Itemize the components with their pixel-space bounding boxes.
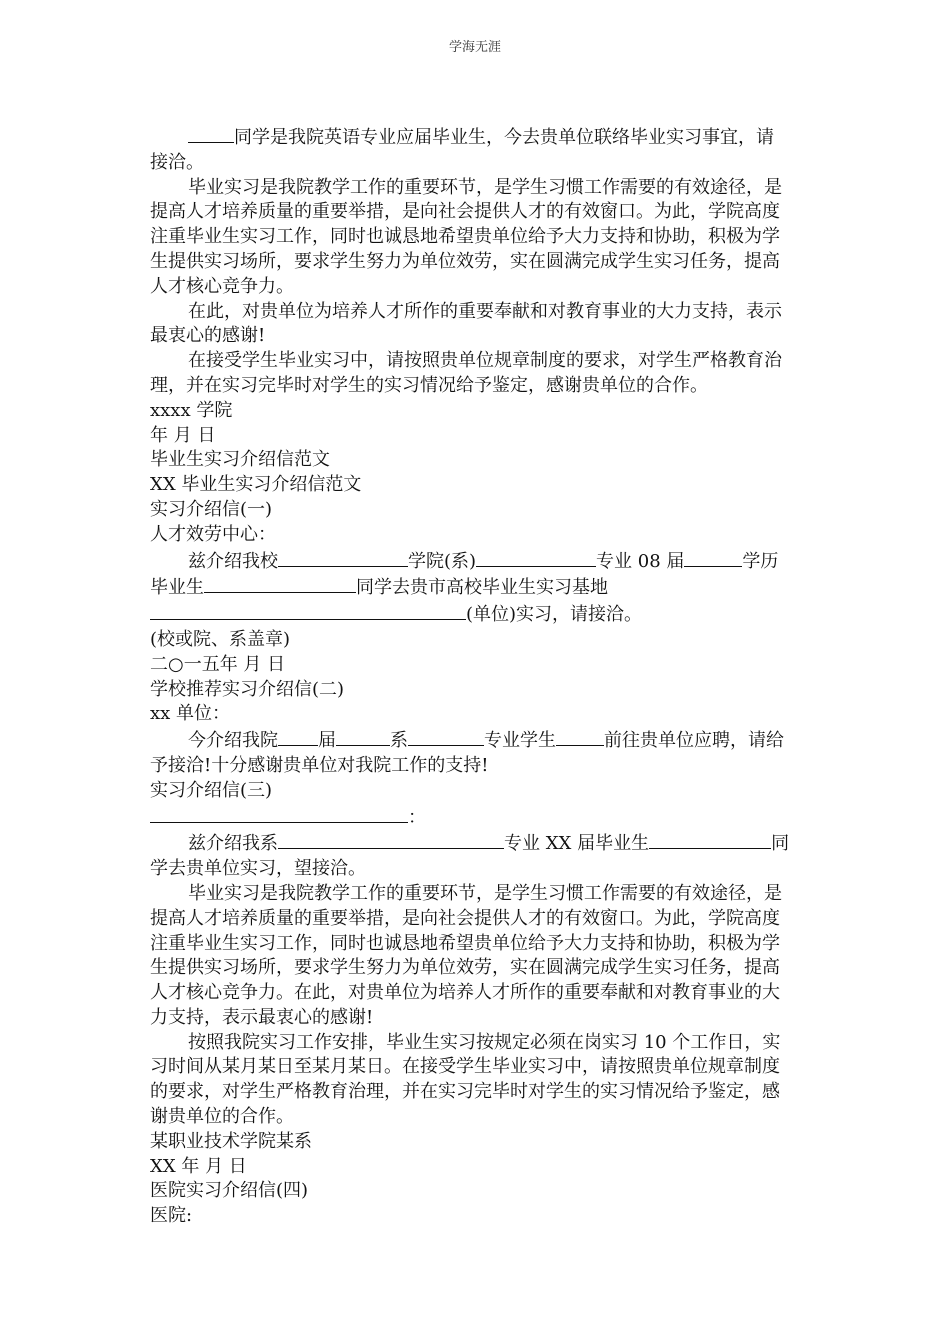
blank-line <box>150 804 408 823</box>
title-2: XX 毕业生实习介绍信范文 <box>150 474 362 496</box>
blank-line <box>476 548 596 567</box>
intro-paragraph-3: 兹介绍我系 专业 XX 届毕业生 同学去贵单位实习，望接洽。 <box>150 830 790 882</box>
intro-paragraph-1: 兹介绍我校 学院(系) 专业 08 届 学历毕业生 同学去贵市高校毕业生实习基地(单位)实习，请接洽。 <box>150 548 790 628</box>
greeting-2: xx 单位： <box>150 703 231 725</box>
greeting-1: 人才效劳中心： <box>150 523 276 545</box>
document-body <box>150 124 790 1229</box>
greeting-4: 医院: <box>150 1205 193 1227</box>
recipient-line-3: ： <box>150 804 790 831</box>
section-title-3: 实习介绍信(三) <box>150 779 273 801</box>
blank-line <box>649 830 771 849</box>
signature-3: 某职业技术学院某系 <box>150 1130 312 1152</box>
blank-line <box>150 601 466 620</box>
paragraph-5: 毕业实习是我院教学工作的重要环节，是学生习惯工作需要的有效途径，是提高人才培养质量的重要举措，是向社会提供人才的有效窗口。为此，学院高度注重毕业生实习工作，同时也诚恳地希望贵单位给予大力支持和协助，积极为学生提供实习场所，要求学生努力为单位效劳，实在圆满完成学生实习任务，提高人才核心竞争力。在此，对贵单位为培养人才所作的重要奉献和对教育事业的大力支持，表示最衷心的感谢! <box>150 882 782 1028</box>
blank-line <box>408 727 484 746</box>
page-header: 学海无涯 <box>448 40 501 55</box>
date-1: 年 月 日 <box>150 424 216 446</box>
blank-line <box>684 548 742 567</box>
section-title-4: 医院实习介绍信(四) <box>150 1180 309 1202</box>
paragraph-4: 在接受学生毕业实习中，请按照贵单位规章制度的要求，对学生严格教育治理，并在实习完毕时对学生的实习情况给予鉴定，感谢贵单位的合作。 <box>150 350 782 396</box>
paragraph-6: 按照我院实习工作安排，毕业生实习按规定必须在岗实习 10 个工作日，实习时间从某月某日至某月某日。在接受学生毕业实习中，请按照贵单位规章制度的要求，对学生严格教育治理，并在实习完毕时对学生的实习情况给予鉴定，感谢贵单位的合作。 <box>150 1031 781 1128</box>
date-2: 二○一五年 月 日 <box>150 653 286 675</box>
date-3: XX 年 月 日 <box>150 1155 247 1177</box>
blank-line <box>188 124 234 143</box>
section-title-1: 实习介绍信(一) <box>150 498 273 520</box>
blank-line <box>278 830 504 849</box>
blank-line <box>336 727 390 746</box>
section-title-2: 学校推荐实习介绍信(二) <box>150 678 345 700</box>
paragraph-3: 在此，对贵单位为培养人才所作的重要奉献和对教育事业的大力支持，表示最衷心的感谢! <box>150 300 782 347</box>
paragraph-1: 同学是我院英语专业应届毕业生，今去贵单位联络毕业实习事宜，请接洽。 <box>150 124 790 176</box>
blank-line <box>278 548 408 567</box>
blank-line <box>278 727 318 746</box>
recommend-paragraph: 今介绍我院 届 系 专业学生 前往贵单位应聘，请给予接洽!十分感谢贵单位对我院工作的支持! <box>150 727 790 779</box>
blank-line <box>556 727 604 746</box>
seal-note: (校或院、系盖章) <box>150 628 291 650</box>
signature-1: xxxx 学院 <box>150 399 233 421</box>
title-1: 毕业生实习介绍信范文 <box>150 449 330 471</box>
paragraph-2: 毕业实习是我院教学工作的重要环节，是学生习惯工作需要的有效途径，是提高人才培养质量的重要举措，是向社会提供人才的有效窗口。为此，学院高度注重毕业生实习工作，同时也诚恳地希望贵单位给予大力支持和协助，积极为学生提供实习场所，要求学生努力为单位效劳，实在圆满完成学生实习任务，提高人才核心竞争力。 <box>150 176 782 297</box>
blank-line <box>204 574 356 593</box>
